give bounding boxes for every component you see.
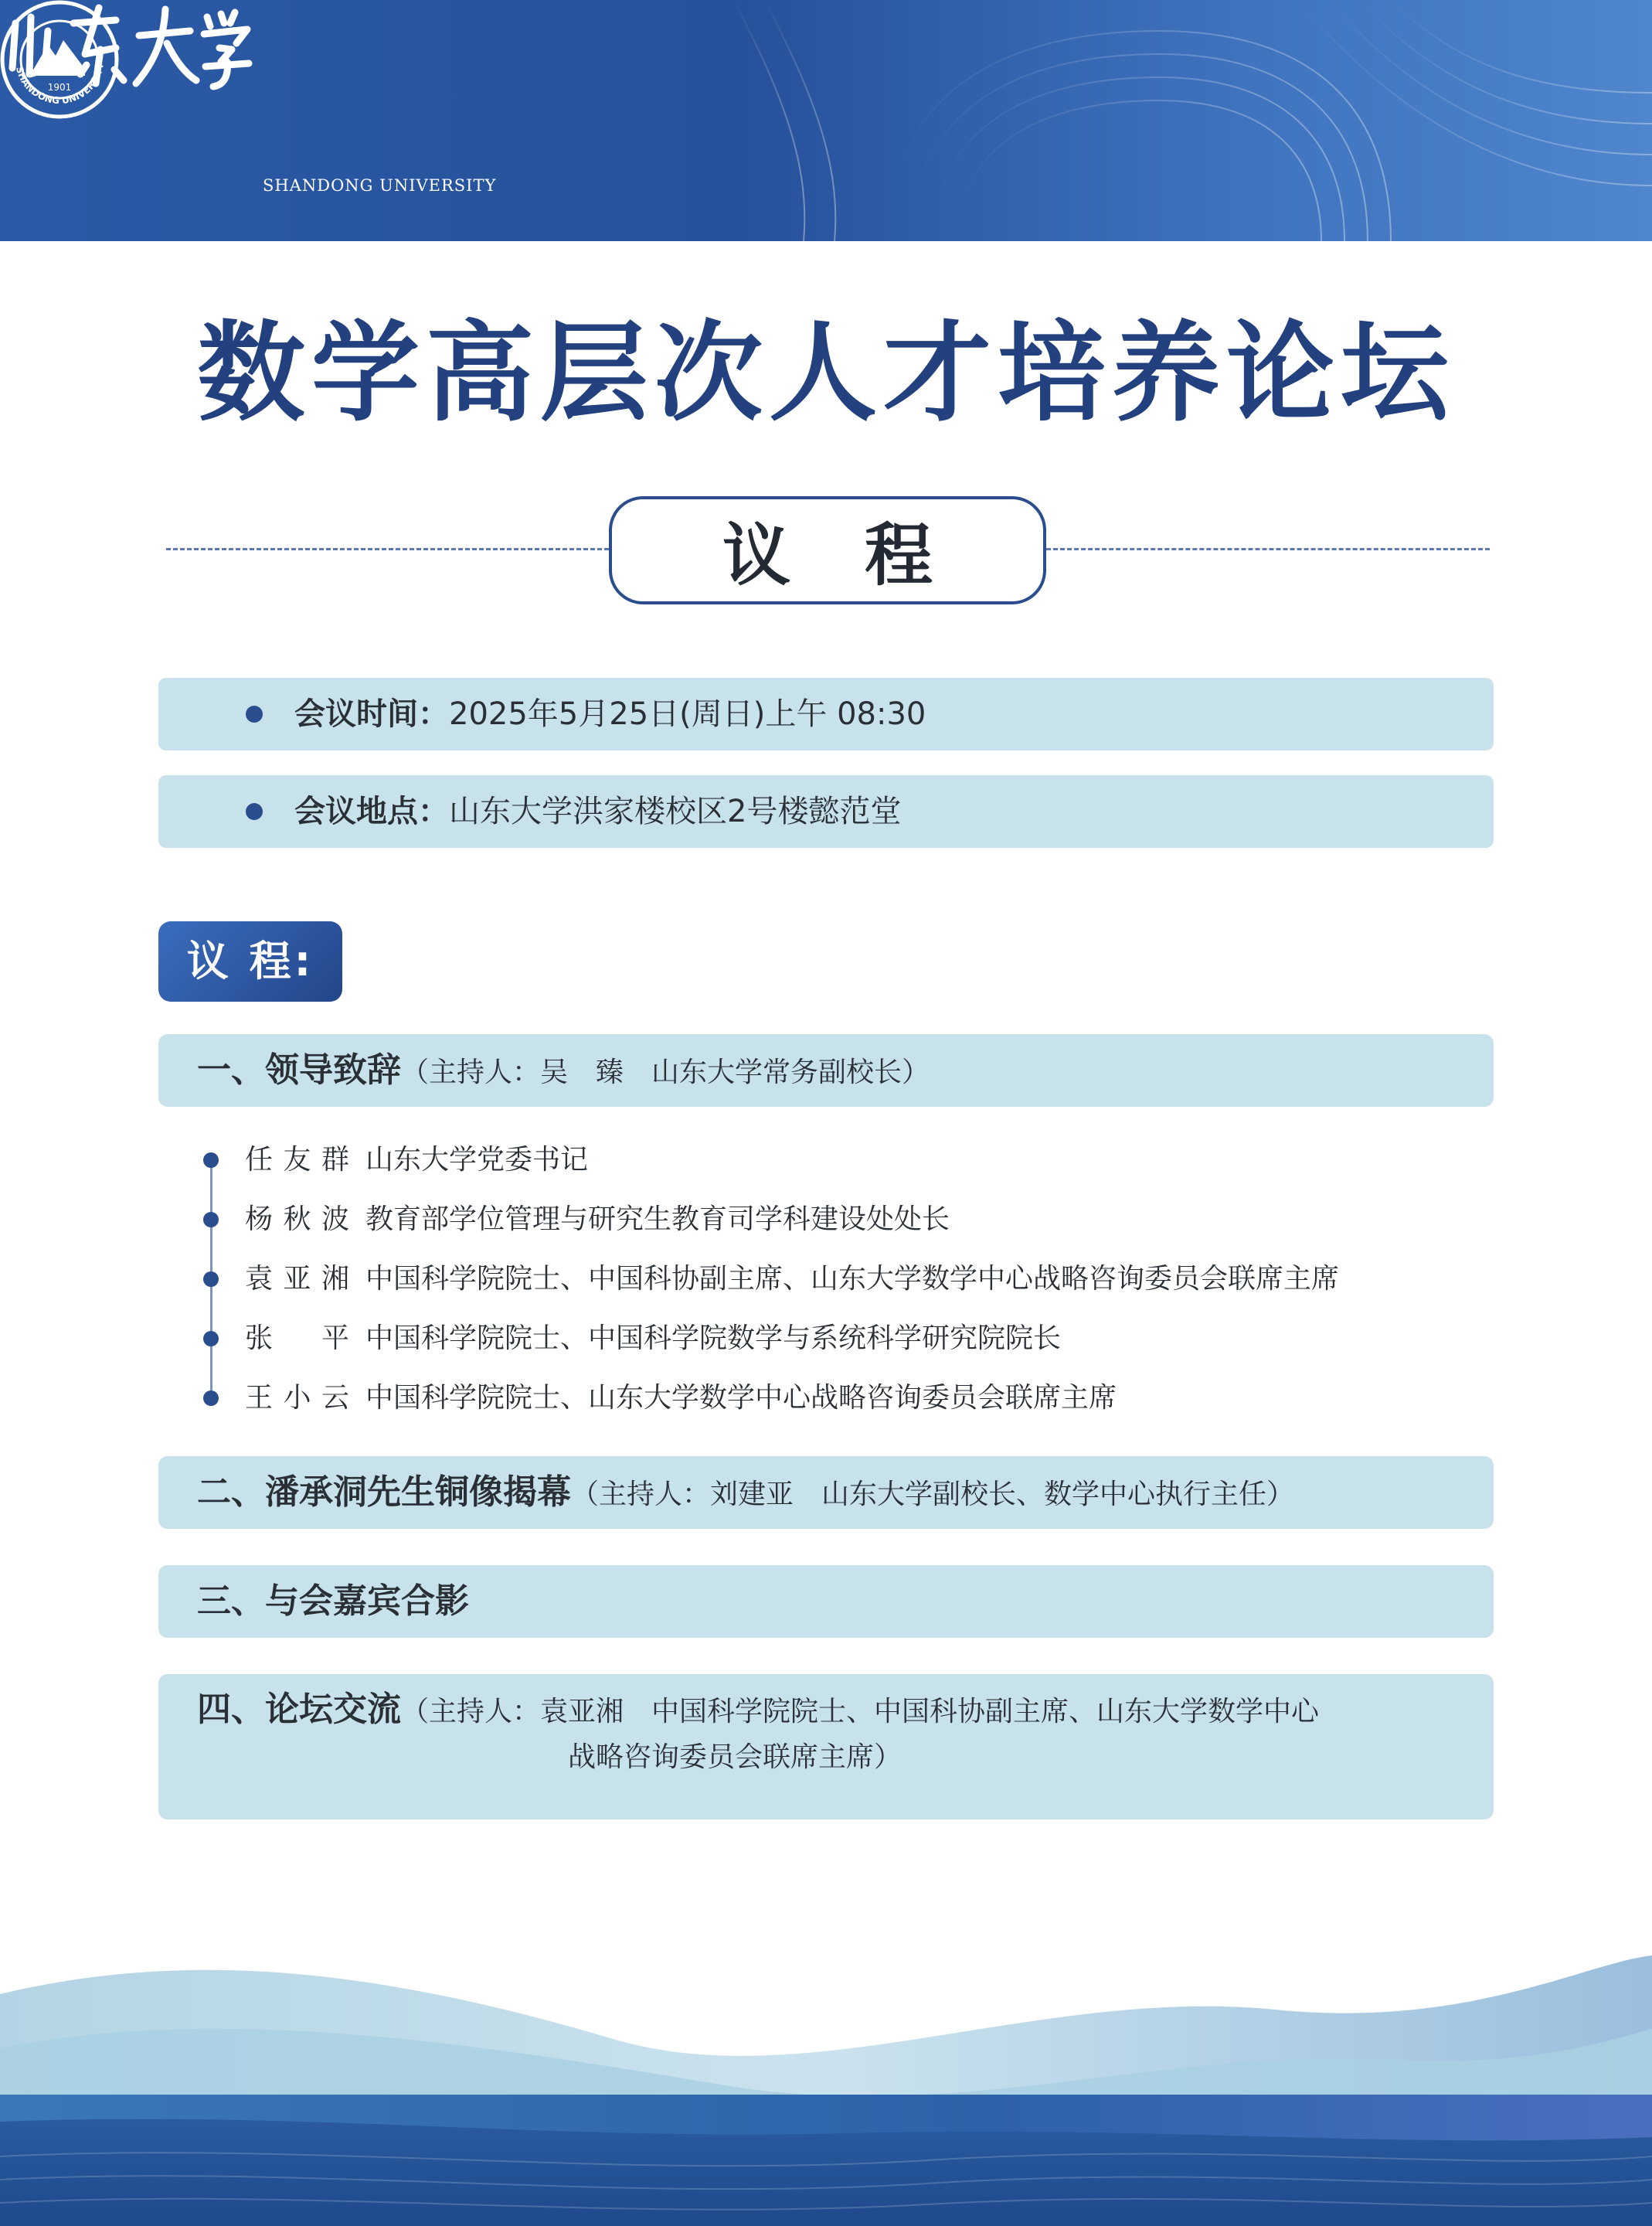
header-banner xyxy=(0,0,1652,241)
speaker-role: 中国科学院院士、中国科协副主席、山东大学数学中心战略咨询委员会联席主席 xyxy=(365,1263,1340,1295)
svg-text:1901: 1901 xyxy=(47,82,72,93)
speaker-name: 杨秋波 xyxy=(245,1203,349,1235)
speaker-role: 山东大学党委书记 xyxy=(365,1144,589,1176)
bottom-wave-decoration xyxy=(0,1955,1652,2226)
section-4-title: 四、论坛交流（主持人：袁亚湘 中国科学院院士、中国科协副主席、山东大学数学中心 xyxy=(197,1690,1320,1729)
meeting-location-label: 会议地点： xyxy=(294,794,449,829)
svg-text:SHANDONG UNIVERSITY: SHANDONG UNIVERSITY xyxy=(13,61,106,107)
speaker-role: 教育部学位管理与研究生教育司学科建设处处长 xyxy=(365,1203,950,1235)
bullet-icon xyxy=(203,1271,219,1287)
university-script-logo xyxy=(0,0,255,93)
agenda-tag: 议 程: xyxy=(158,921,342,1002)
agenda-heading-char1: 议 xyxy=(722,516,790,595)
section-4-host-line2: 战略咨询委员会联席主席） xyxy=(568,1741,902,1773)
divider-left xyxy=(166,548,609,550)
bullet-icon xyxy=(203,1390,219,1406)
page-title: 数学高层次人才培养论坛 xyxy=(196,311,1455,437)
agenda-heading-char2: 程 xyxy=(865,516,933,595)
speaker-name: 王小云 xyxy=(245,1382,349,1414)
section-4-bar xyxy=(158,1674,1494,1819)
speaker-role: 中国科学院院士、山东大学数学中心战略咨询委员会联席主席 xyxy=(365,1382,1117,1414)
section-2-host: （主持人：刘建亚 山东大学副校长、数学中心执行主任） xyxy=(571,1479,1295,1510)
section-3-bar xyxy=(158,1565,1494,1638)
section-1-host: （主持人：吴 臻 山东大学常务副校长） xyxy=(401,1057,930,1088)
meeting-time-label: 会议时间： xyxy=(294,696,449,732)
university-english-name: SHANDONG UNIVERSITY xyxy=(263,176,497,195)
section-1-title: 一、领导致辞（主持人：吴 臻 山东大学常务副校长） xyxy=(197,1050,930,1090)
section-4-host: （主持人：袁亚湘 中国科学院院士、中国科协副主席、山东大学数学中心 xyxy=(401,1696,1320,1727)
speaker-role: 中国科学院院士、中国科学院数学与系统科学研究院院长 xyxy=(365,1322,1062,1354)
section-2-bar xyxy=(158,1456,1494,1529)
bullet-icon xyxy=(203,1152,219,1168)
section-2-title: 二、潘承洞先生铜像揭幕（主持人：刘建亚 山东大学副校长、数学中心执行主任） xyxy=(197,1472,1295,1512)
bullet-icon xyxy=(203,1212,219,1227)
agenda-heading xyxy=(609,496,1046,604)
speaker-name: 袁亚湘 xyxy=(245,1263,349,1295)
speaker-name: 张平 xyxy=(245,1322,349,1354)
bullet-icon xyxy=(203,1331,219,1346)
meeting-time-bar xyxy=(158,678,1494,751)
section-3-title: 三、与会嘉宾合影 xyxy=(197,1581,469,1621)
divider-right xyxy=(1046,548,1490,550)
meeting-location-value: 山东大学洪家楼校区2号楼懿范堂 xyxy=(449,794,902,829)
meeting-location-bar xyxy=(158,775,1494,848)
meeting-time-value: 2025年5月25日(周日)上午 08:30 xyxy=(449,696,926,732)
bullet-icon xyxy=(246,803,263,820)
section-1-bar xyxy=(158,1034,1494,1107)
speaker-name: 任友群 xyxy=(245,1144,349,1176)
bullet-icon xyxy=(246,706,263,723)
